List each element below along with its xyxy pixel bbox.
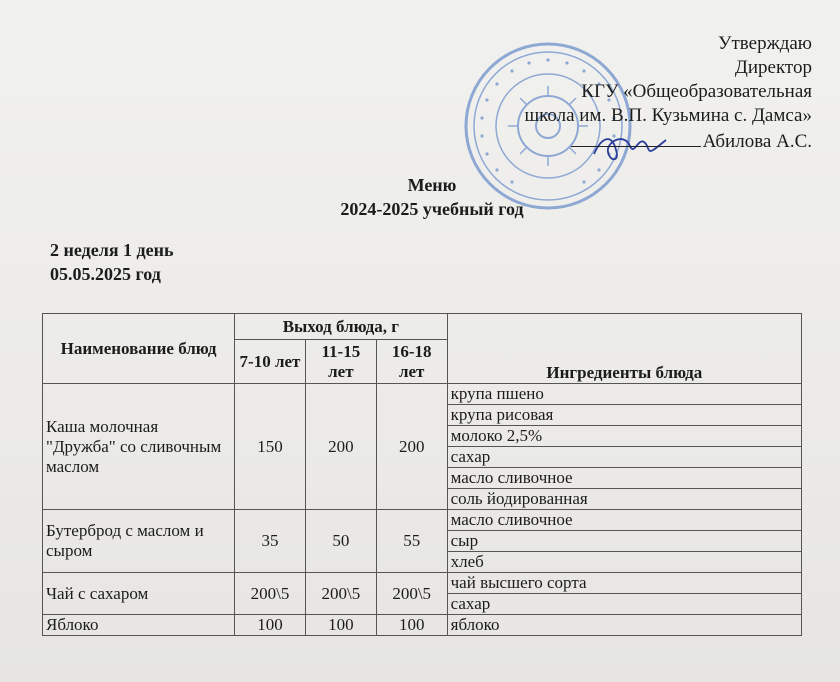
dish-name: Яблоко	[43, 615, 235, 636]
ingredient: сыр	[447, 531, 801, 552]
ingredient: крупа рисовая	[447, 405, 801, 426]
title-line-1: Меню	[407, 175, 457, 195]
dish-name: Чай с сахаром	[43, 573, 235, 615]
dish-output-16-18: 100	[376, 615, 447, 636]
dish-output-7-10: 100	[235, 615, 306, 636]
approval-signer: Абилова А.С.	[702, 131, 812, 152]
ingredient: масло сливочное	[447, 510, 801, 531]
approval-signer-row	[524, 128, 812, 154]
ingredient: молоко 2,5%	[447, 426, 801, 447]
header-age-3: 16-18 лет	[376, 340, 447, 384]
ingredient: масло сливочное	[447, 468, 801, 489]
header-dish-name: Наименование блюд	[43, 314, 235, 384]
dish-output-16-18: 200	[376, 384, 447, 510]
menu-table	[42, 313, 802, 636]
table-row	[43, 615, 802, 636]
dish-name: Каша молочная "Дружба" со сливочным маслом	[43, 384, 235, 510]
dish-name: Бутерброд с маслом и сыром	[43, 510, 235, 573]
dish-output-11-15: 50	[305, 510, 376, 573]
header-output: Выход блюда, г	[235, 314, 448, 340]
approval-line-1: Утверждаю	[718, 33, 812, 54]
ingredient: хлеб	[447, 552, 801, 573]
signature-line	[571, 128, 701, 147]
dish-output-11-15: 200\5	[305, 573, 376, 615]
approval-block	[524, 32, 812, 154]
dish-output-7-10: 150	[235, 384, 306, 510]
dish-output-7-10: 35	[235, 510, 306, 573]
ingredient: чай высшего сорта	[447, 573, 801, 594]
approval-line-3: КГУ «Общеобразовательная	[581, 81, 812, 102]
ingredient: крупа пшено	[447, 384, 801, 405]
header-ingredients: Ингредиенты блюда	[447, 314, 801, 384]
dish-output-11-15: 200	[305, 384, 376, 510]
table-row	[43, 573, 802, 594]
dish-output-7-10: 200\5	[235, 573, 306, 615]
ingredient: сахар	[447, 447, 801, 468]
menu-date: 05.05.2025 год	[50, 264, 161, 284]
ingredient: яблоко	[447, 615, 801, 636]
title-line-2: 2024-2025 учебный год	[340, 199, 524, 219]
week-day: 2 неделя 1 день	[50, 240, 174, 260]
dish-output-16-18: 200\5	[376, 573, 447, 615]
header-age-1: 7-10 лет	[235, 340, 306, 384]
dish-output-11-15: 100	[305, 615, 376, 636]
header-age-2: 11-15 лет	[305, 340, 376, 384]
approval-line-2: Директор	[734, 57, 812, 78]
ingredient: соль йодированная	[447, 489, 801, 510]
dish-output-16-18: 55	[376, 510, 447, 573]
table-row	[43, 384, 802, 405]
week-info	[50, 238, 174, 286]
approval-line-4: школа им. В.П. Кузьмина с. Дамса»	[524, 105, 812, 126]
ingredient: сахар	[447, 594, 801, 615]
document-title	[0, 173, 840, 221]
table-row	[43, 510, 802, 531]
